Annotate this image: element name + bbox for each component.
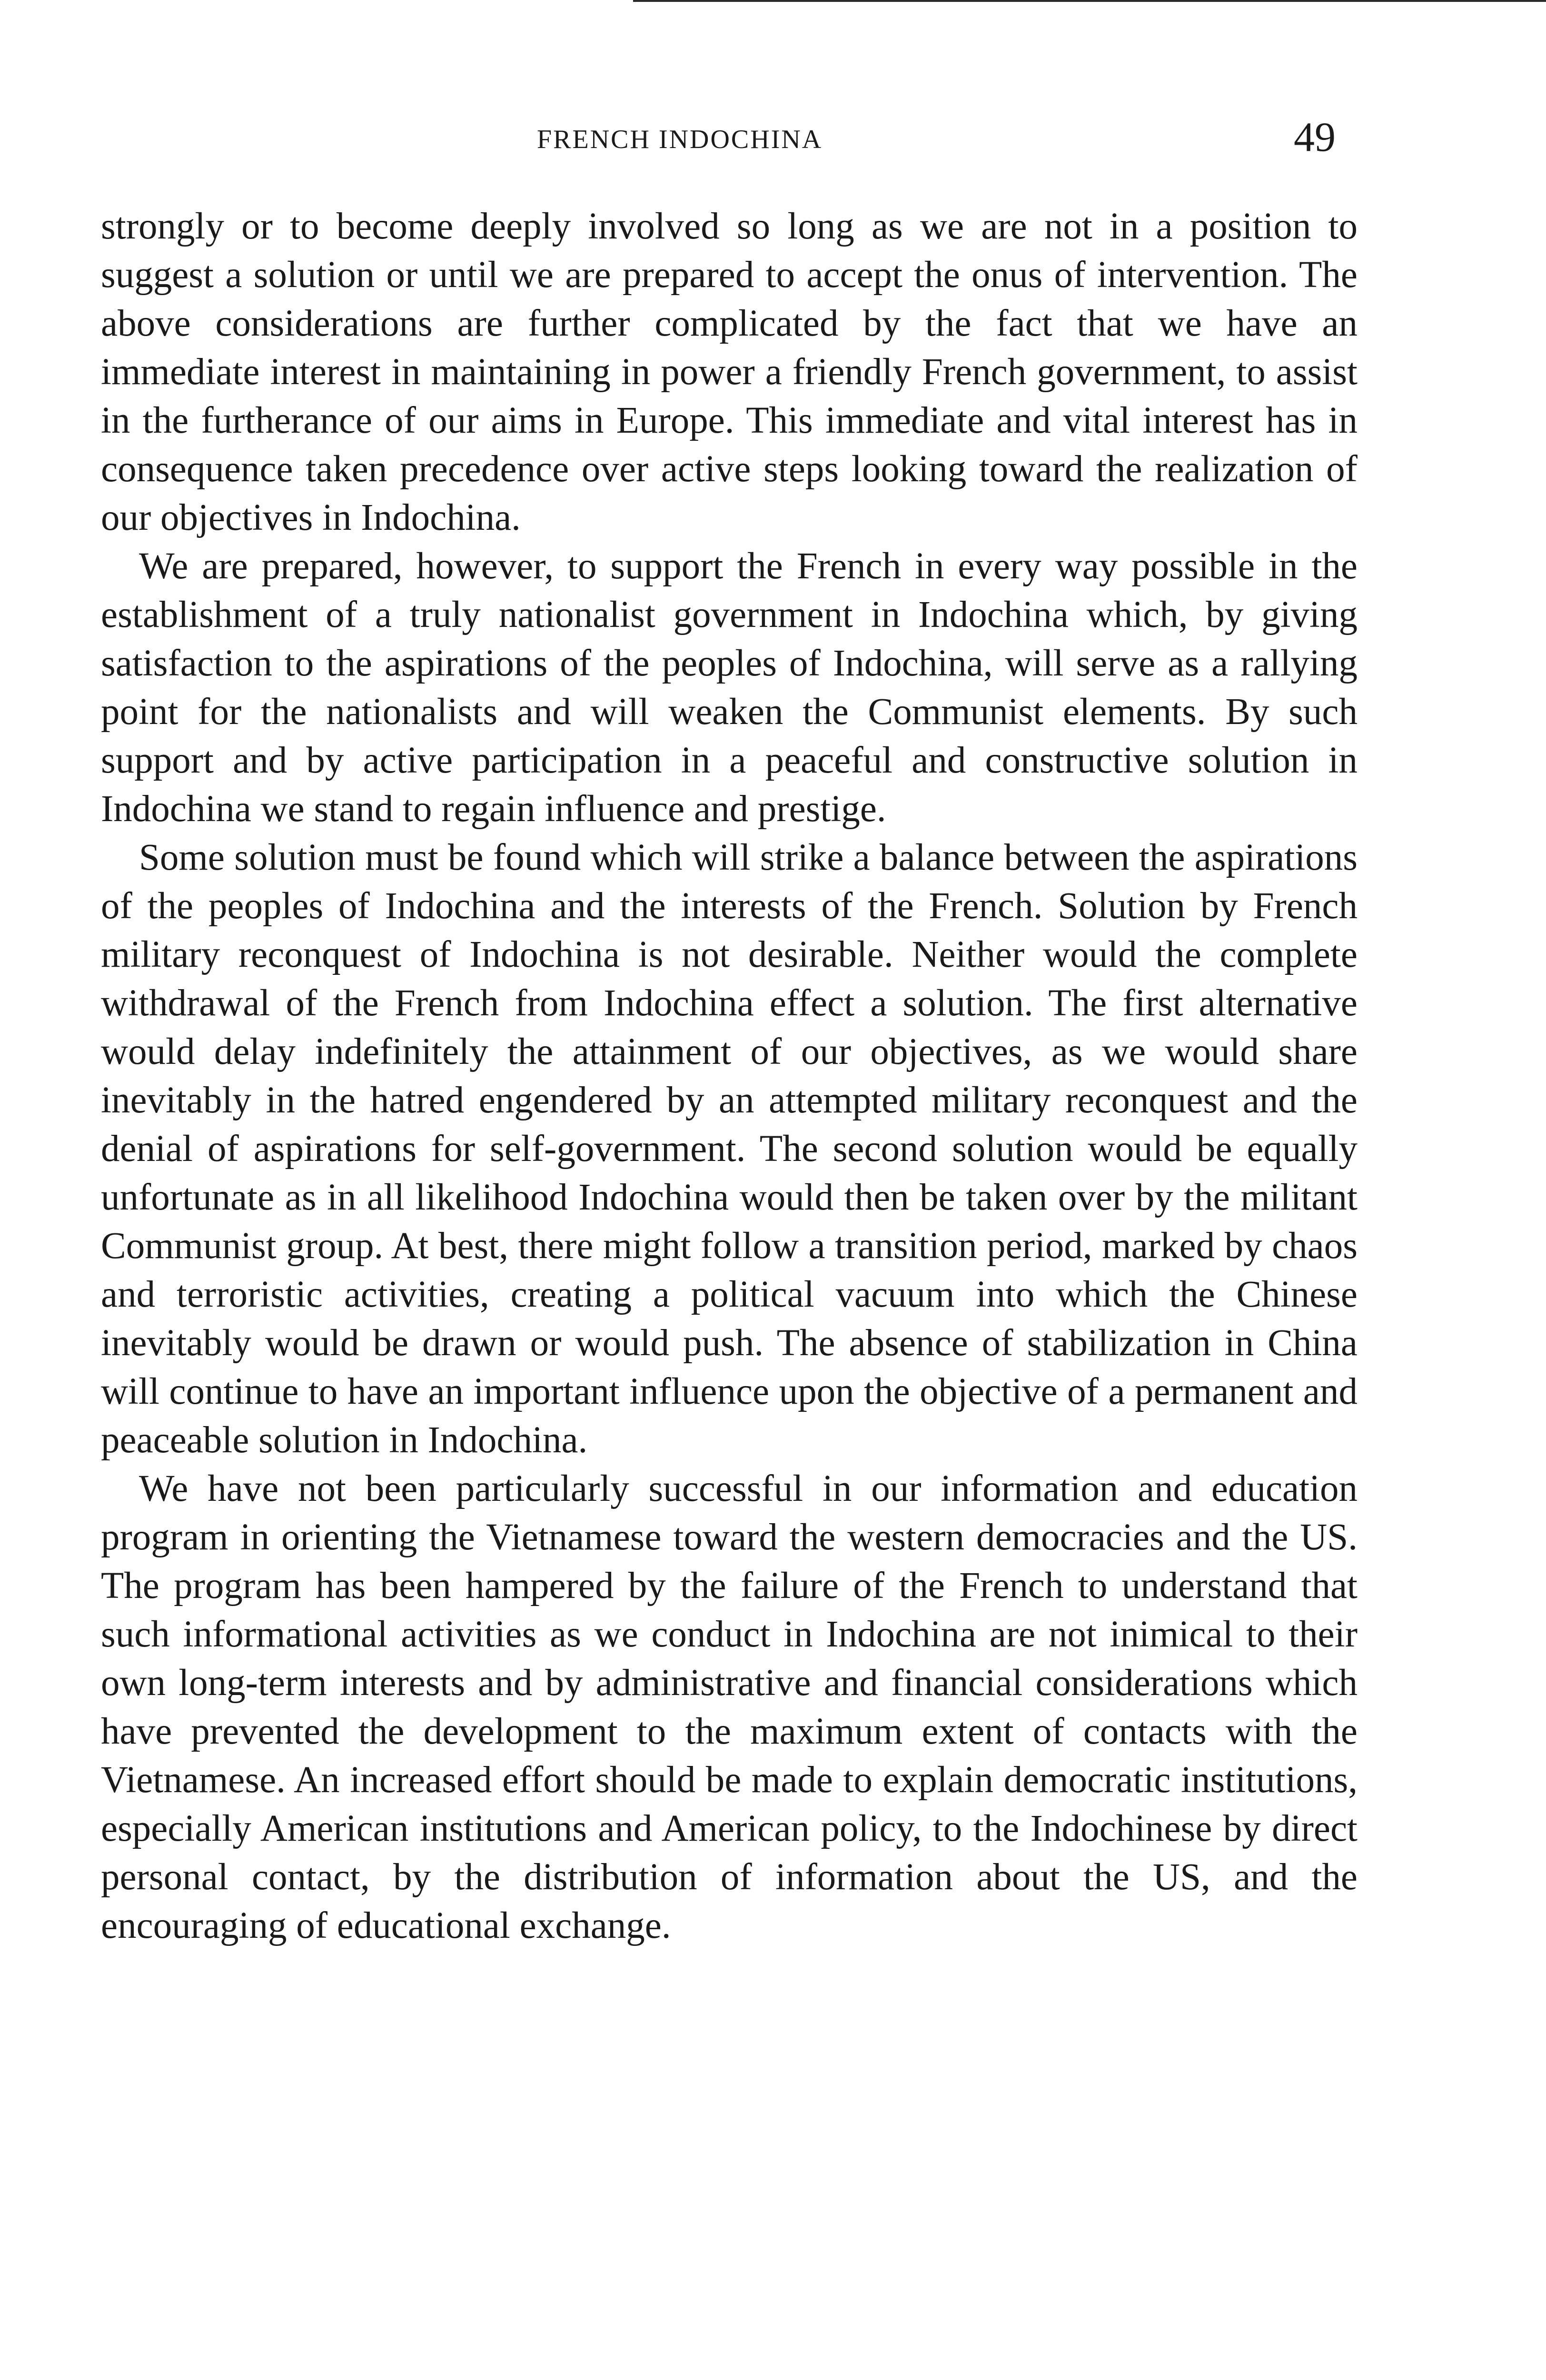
paragraph-continuation: strongly or to become deeply involved so long as we are not in a position to suggest a solution or until we are prepared to accept the onus of intervention. The above considerations are further complicated by the fact that we have an immediate interest in maintaining in power a friendly French government, to assist in the furtherance of our aims in Europe. This immediate and vital interest has in consequence taken precedence over active steps looking toward the realization of our objectives in Indochina. [101, 206, 1358, 538]
paragraph-information-program: We have not been particularly successful in our information and education program in orienting the Vietnamese toward the western democracies and the US. The program has been hampered by the failure of the French to understand that such informational activities as we conduct in Indochina are not inimical to their own long-term interests and by administrative and financial considerations which have prevented the development to the maximum extent of contacts with the Vietnamese. An increased effort should be made to explain democratic institutions, especially American institutions and American policy, to the Indochinese by direct personal contact, by the distribution of information about the US, and the encouraging of educational exchange. [101, 1468, 1358, 1946]
paragraph-balance-solution: Some solution must be found which will strike a balance between the aspirations of the peoples of Indochina and the interests of the French. Solution by French military reconquest of Indochina is not desirable. Neither would the complete withdrawal of the French from Indochina effect a solution. The first alternative would delay indefinitely the attainment of our objectives, as we would share inevitably in the hatred engendered by an attempted military reconquest and the denial of aspirations for self-government. The second solution would be equally unfortunate as in all likelihood Indochina would then be taken over by the militant Communist group. At best, there might follow a transition period, marked by chaos and terroristic activities, creating a political vacuum into which the Chinese inevitably would be drawn or would push. The absence of stabilization in China will continue to have an important influence upon the objective of a permanent and peaceable solution in Indochina. [101, 837, 1358, 1461]
paragraph-support-french: We are prepared, however, to support the French in every way possible in the establishment of a truly nationalist government in Indochina which, by giving satisfaction to the aspirations of the peoples of Indochina, will serve as a rallying point for the nationalists and will weaken the Communist elements. By such support and by active participation in a peaceful and constructive solution in Indochina we stand to regain influence and prestige. [101, 545, 1358, 830]
top-rule [633, 0, 1546, 2]
page-number: 49 [1294, 114, 1336, 160]
running-title: FRENCH INDOCHINA [537, 125, 823, 154]
body-text [101, 202, 1358, 1950]
